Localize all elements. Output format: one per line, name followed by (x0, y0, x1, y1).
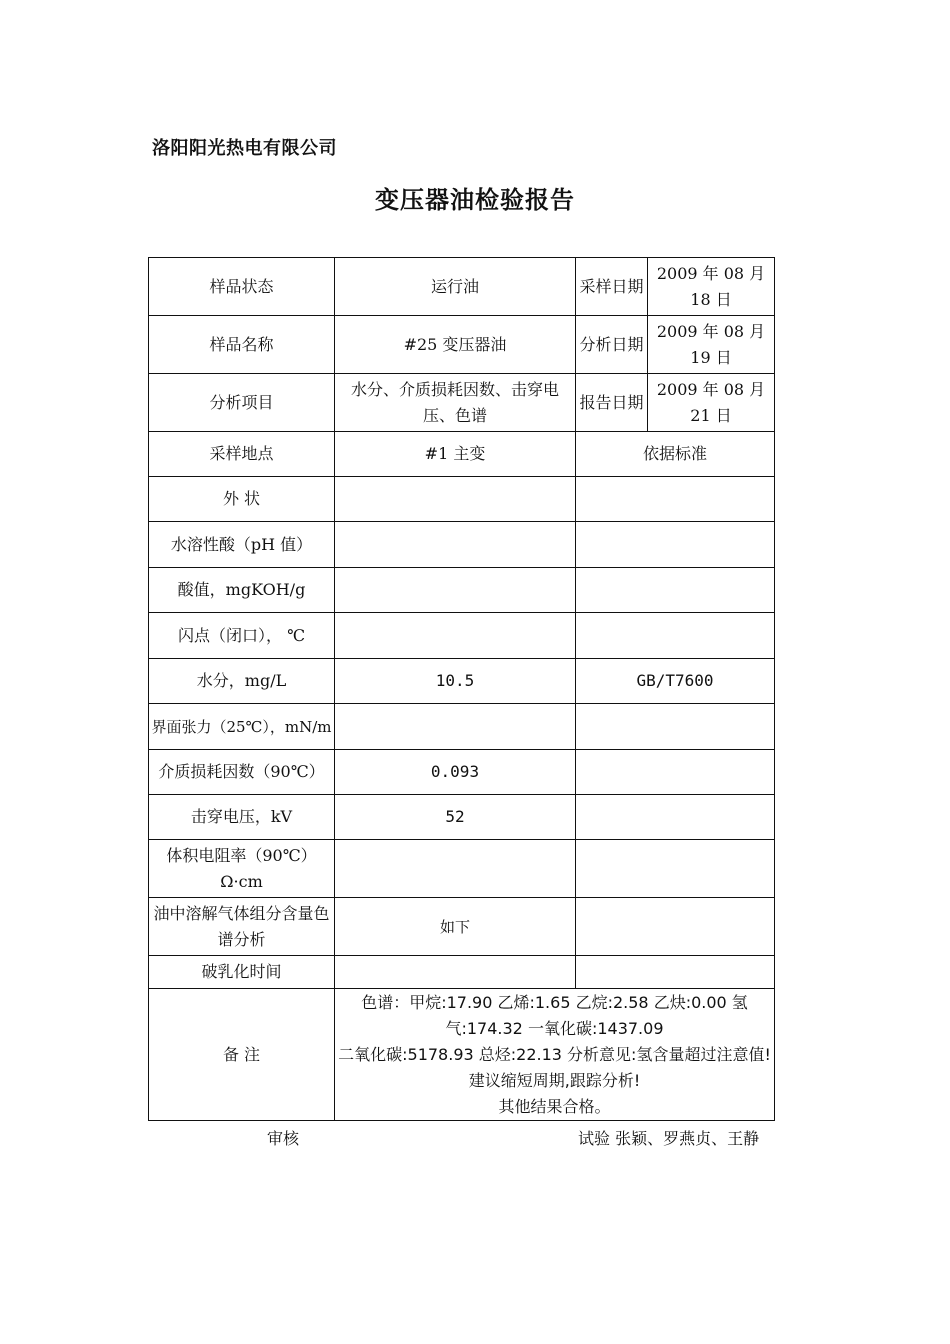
table-row (149, 898, 775, 956)
table-row (149, 477, 775, 522)
table-row (149, 795, 775, 840)
row-label: 界面张力（25℃），mN/m (149, 704, 335, 750)
standard-value (576, 795, 775, 840)
table-row (149, 840, 775, 898)
row-label: 采样日期 (576, 258, 648, 316)
breakdown-voltage-value: 52 (335, 795, 576, 840)
row-label: 破乳化时间 (149, 956, 335, 989)
standard-value (576, 477, 775, 522)
row-label: 介质损耗因数（90℃） (149, 750, 335, 795)
notes-content (335, 989, 775, 1121)
test-value (335, 956, 576, 989)
standard-value (576, 568, 775, 613)
standard-value (576, 956, 775, 989)
table-row (149, 956, 775, 989)
table-row (149, 522, 775, 568)
row-label: 分析项目 (149, 374, 335, 432)
row-label: 水分，mg/L (149, 659, 335, 704)
notes-label: 备 注 (149, 989, 335, 1121)
table-row (149, 613, 775, 659)
notes-line: 二氧化碳:5178.93 总烃:22.13 分析意见:氢含量超过注意值! (338, 1044, 771, 1064)
standard-header: 依据标准 (576, 432, 775, 477)
row-label: 闪点（闭口）， ℃ (149, 613, 335, 659)
notes-line: 建议缩短周期,跟踪分析! (468, 1070, 641, 1090)
row-label: 酸值，mgKOH/g (149, 568, 335, 613)
company-name: 洛阳阳光热电有限公司 (152, 138, 337, 159)
standard-value (576, 613, 775, 659)
row-label: 外 状 (149, 477, 335, 522)
table-row (149, 258, 775, 316)
sample-status-value: 运行油 (335, 258, 576, 316)
table-row (149, 432, 775, 477)
row-label: 报告日期 (576, 374, 648, 432)
report-table (148, 257, 775, 1121)
test-value (335, 613, 576, 659)
analysis-date-value: 2009 年 08 月 19 日 (648, 316, 775, 374)
analysis-items-value: 水分、介质损耗因数、击穿电压、色谱 (335, 374, 576, 432)
water-content-value: 10.5 (335, 659, 576, 704)
table-row (149, 750, 775, 795)
row-label: 分析日期 (576, 316, 648, 374)
standard-value (576, 704, 775, 750)
tester-label: 试验 张颖、罗燕贞、王静 (578, 1129, 760, 1148)
notes-line: 气:174.32 一氧化碳:1437.09 (445, 1018, 664, 1038)
table-row (149, 568, 775, 613)
row-label: 样品名称 (149, 316, 335, 374)
test-value (335, 704, 576, 750)
sampling-date-value: 2009 年 08 月 18 日 (648, 258, 775, 316)
test-value (335, 477, 576, 522)
standard-value (576, 522, 775, 568)
sample-name-value: #25 变压器油 (335, 316, 576, 374)
sampling-location-value: #1 主变 (335, 432, 576, 477)
notes-line: 色谱：甲烷:17.90 乙烯:1.65 乙烷:2.58 乙炔:0.00 氢 (361, 992, 748, 1012)
test-value (335, 522, 576, 568)
row-label: 水溶性酸（pH 值） (149, 522, 335, 568)
row-label: 样品状态 (149, 258, 335, 316)
standard-value (576, 750, 775, 795)
table-row (149, 316, 775, 374)
row-label: 击穿电压，kV (149, 795, 335, 840)
table-row (149, 374, 775, 432)
water-content-standard: GB/T7600 (576, 659, 775, 704)
row-label: 体积电阻率（90℃） Ω·cm (149, 840, 335, 898)
row-label: 油中溶解气体组分含量色谱分析 (149, 898, 335, 956)
test-value (335, 568, 576, 613)
report-title: 变压器油检验报告 (375, 186, 575, 214)
table-row (149, 659, 775, 704)
report-date-value: 2009 年 08 月 21 日 (648, 374, 775, 432)
standard-value (576, 898, 775, 956)
gas-chromatography-value: 如下 (335, 898, 576, 956)
standard-value (576, 840, 775, 898)
dielectric-loss-value: 0.093 (335, 750, 576, 795)
row-label: 采样地点 (149, 432, 335, 477)
review-label: 审核 (267, 1129, 300, 1148)
table-row (149, 704, 775, 750)
test-value (335, 840, 576, 898)
notes-line: 其他结果合格。 (498, 1096, 611, 1116)
table-row (149, 989, 775, 1121)
